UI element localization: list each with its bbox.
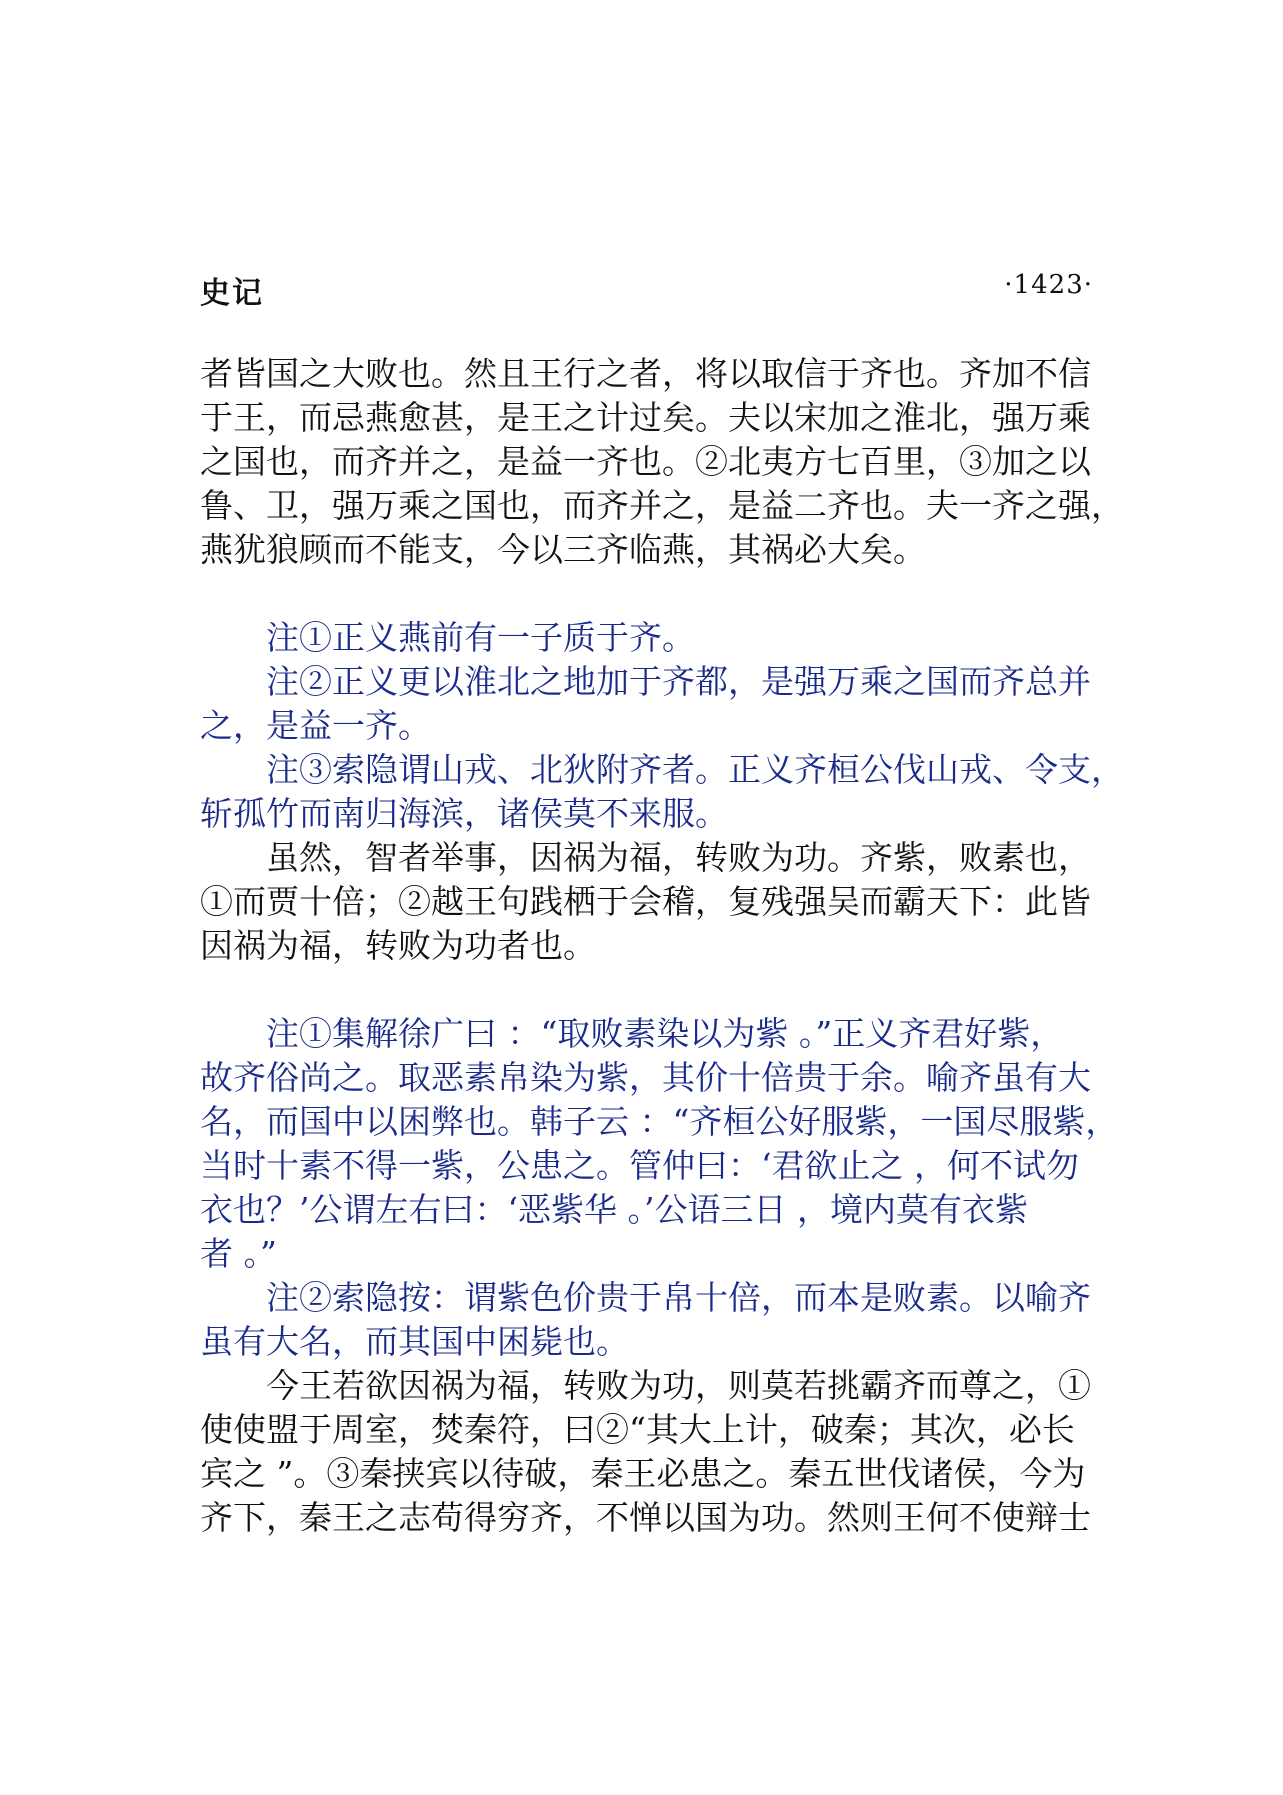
text-line: 燕犹狼顾而不能支，今以三齐临燕，其祸必大矣。 [200,530,926,569]
page-number: ·1423· [1004,270,1093,300]
annotation-note [200,748,1124,836]
text-line: 宾之 ”。③秦挟宾以待破，秦王必患之。秦五世伐诸侯，今为 [200,1454,1086,1493]
text-line: ①而贾十倍；②越王句践栖于会稽，复残强吴而霸天下：此皆 [200,882,1091,921]
paragraph-gap [200,572,1100,616]
note-line: 虽有大名，而其国中困毙也。 [200,1322,629,1361]
note-line: 注①正义燕前有一子质于齐。 [266,618,695,657]
note-line: 名，而国中以困弊也。韩子云 ：“齐桓公好服紫，一国尽服紫， [200,1102,1119,1141]
note-line: 注③索隐谓山戎、北狄附齐者。正义齐桓公伐山戎、令支， [266,750,1124,789]
page-header [200,268,1093,312]
note-line: 当时十素不得一紫，公患之。管仲曰：‘君欲止之 ，何不试勿 [200,1146,1079,1185]
page-body [200,352,1124,1540]
note-line: 故齐俗尚之。取恶素帛染为紫，其价十倍贵于余。喻齐虽有大 [200,1058,1091,1097]
annotation-note [200,1012,1119,1276]
text-line: 因祸为福，转败为功者也。 [200,926,596,965]
note-line: 衣也？’公谓左右曰：‘恶紫华 。’公语三日 ，境内莫有衣紫 [200,1190,1028,1229]
paragraph-gap [200,968,1100,1012]
main-paragraph [200,836,1100,968]
note-line: 斩孤竹而南归海滨，诸侯莫不来服。 [200,794,728,833]
text-line: 鲁、卫，强万乘之国也，而齐并之，是益二齐也。夫一齐之强， [200,486,1124,525]
main-paragraph [200,352,1124,572]
text-line: 虽然，智者举事，因祸为福，转败为功。齐紫，败素也， [266,838,1091,877]
text-line: 于王，而忌燕愈甚，是王之计过矣。夫以宋加之淮北，强万乘 [200,398,1091,437]
text-line: 今王若欲因祸为福，转败为功，则莫若挑霸齐而尊之，① [266,1366,1091,1405]
book-title: 史记 [200,276,264,311]
main-paragraph [200,1364,1100,1540]
note-line: 注②索隐按：谓紫色价贵于帛十倍，而本是败素。以喻齐 [266,1278,1091,1317]
text-line: 使使盟于周室，焚秦符，曰②“其大上计，破秦；其次，必长 [200,1410,1075,1449]
annotation-note [200,616,1100,660]
note-line: 注②正义更以淮北之地加于齐都，是强万乘之国而齐总并 [266,662,1091,701]
text-line: 之国也，而齐并之，是益一齐也。②北夷方七百里，③加之以 [200,442,1091,481]
note-line: 者 。” [200,1234,277,1273]
annotation-note [200,660,1100,748]
text-line: 者皆国之大败也。然且王行之者，将以取信于齐也。齐加不信 [200,354,1091,393]
note-line: 注①集解徐广曰 ：“取败素染以为紫 。”正义齐君好紫， [266,1014,1064,1053]
text-line: 齐下，秦王之志苟得穷齐，不惮以国为功。然则王何不使辩士 [200,1498,1091,1537]
note-line: 之，是益一齐。 [200,706,431,745]
annotation-note [200,1276,1100,1364]
